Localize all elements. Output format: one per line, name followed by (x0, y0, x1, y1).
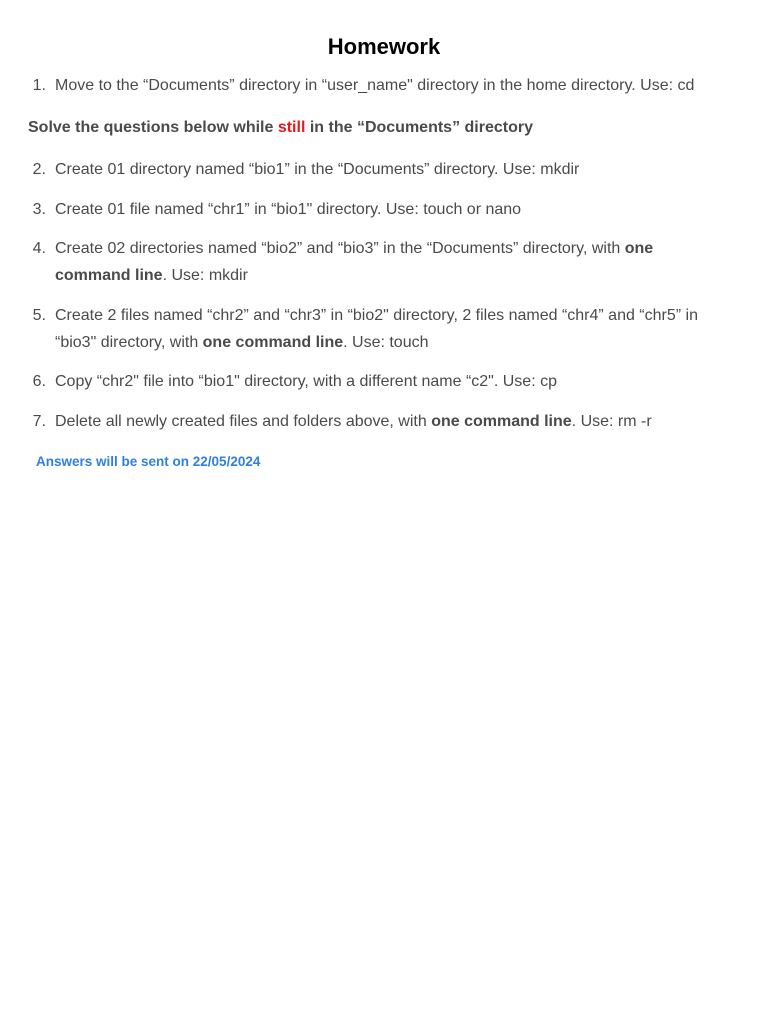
list-item-text-segment: Delete all newly created files and folders above, with (55, 413, 432, 430)
list-item-text-segment: Move to the “Documents” directory in “user_name" directory in the home directory. Use: cd (55, 77, 695, 94)
answers-note: Answers will be sent on 22/05/2024 (36, 454, 261, 469)
list-item-text (55, 408, 745, 435)
list-item-text-segment: Create 01 directory named “bio1” in the “Documents” directory. Use: mkdir (55, 161, 580, 178)
list-item-text-segment: . Use: mkdir (162, 267, 248, 284)
emphasis-text: one command line (55, 240, 654, 284)
list-item-text-segment: Copy “chr2" file into “bio1" directory, with a different name “c2". Use: cp (55, 373, 557, 390)
emphasis-text: one command line (431, 413, 572, 430)
list-item-number: 6. (32, 373, 46, 390)
subheading-highlight: still (277, 119, 306, 136)
list-item-text-segment: . Use: touch (343, 334, 429, 351)
list-item-text-segment: Create 02 directories named “bio2” and “bio3” in the “Documents” directory, with (55, 240, 625, 257)
list-item-number: 7. (32, 413, 46, 430)
list-item-text (55, 72, 745, 99)
list-item-text-segment: . Use: rm -r (571, 413, 652, 430)
page-title: Homework (327, 34, 441, 59)
list-item-text-segment: Create 01 file named “chr1” in “bio1" directory. Use: touch or nano (55, 201, 522, 218)
emphasis-text: one command line (202, 334, 344, 351)
list-item-number: 2. (32, 161, 46, 178)
list-item-text (55, 235, 695, 289)
list-item-text (55, 302, 740, 356)
list-item-text (55, 156, 745, 183)
subheading-text-before: Solve the questions below while (28, 119, 278, 136)
list-item-number: 4. (32, 240, 46, 257)
section-subheading (28, 117, 533, 139)
list-item-number: 1. (32, 77, 46, 94)
list-item-text-segment: Create 2 files named “chr2” and “chr3” in “bio2" directory, 2 files named “chr4” and “chr5” in “bio3" directory, with (55, 307, 698, 351)
list-item-number: 3. (32, 201, 46, 218)
list-item-number: 5. (32, 307, 46, 324)
list-item-text (55, 368, 745, 395)
list-item-text (55, 196, 745, 223)
subheading-text-after: in the “Documents” directory (305, 119, 533, 136)
